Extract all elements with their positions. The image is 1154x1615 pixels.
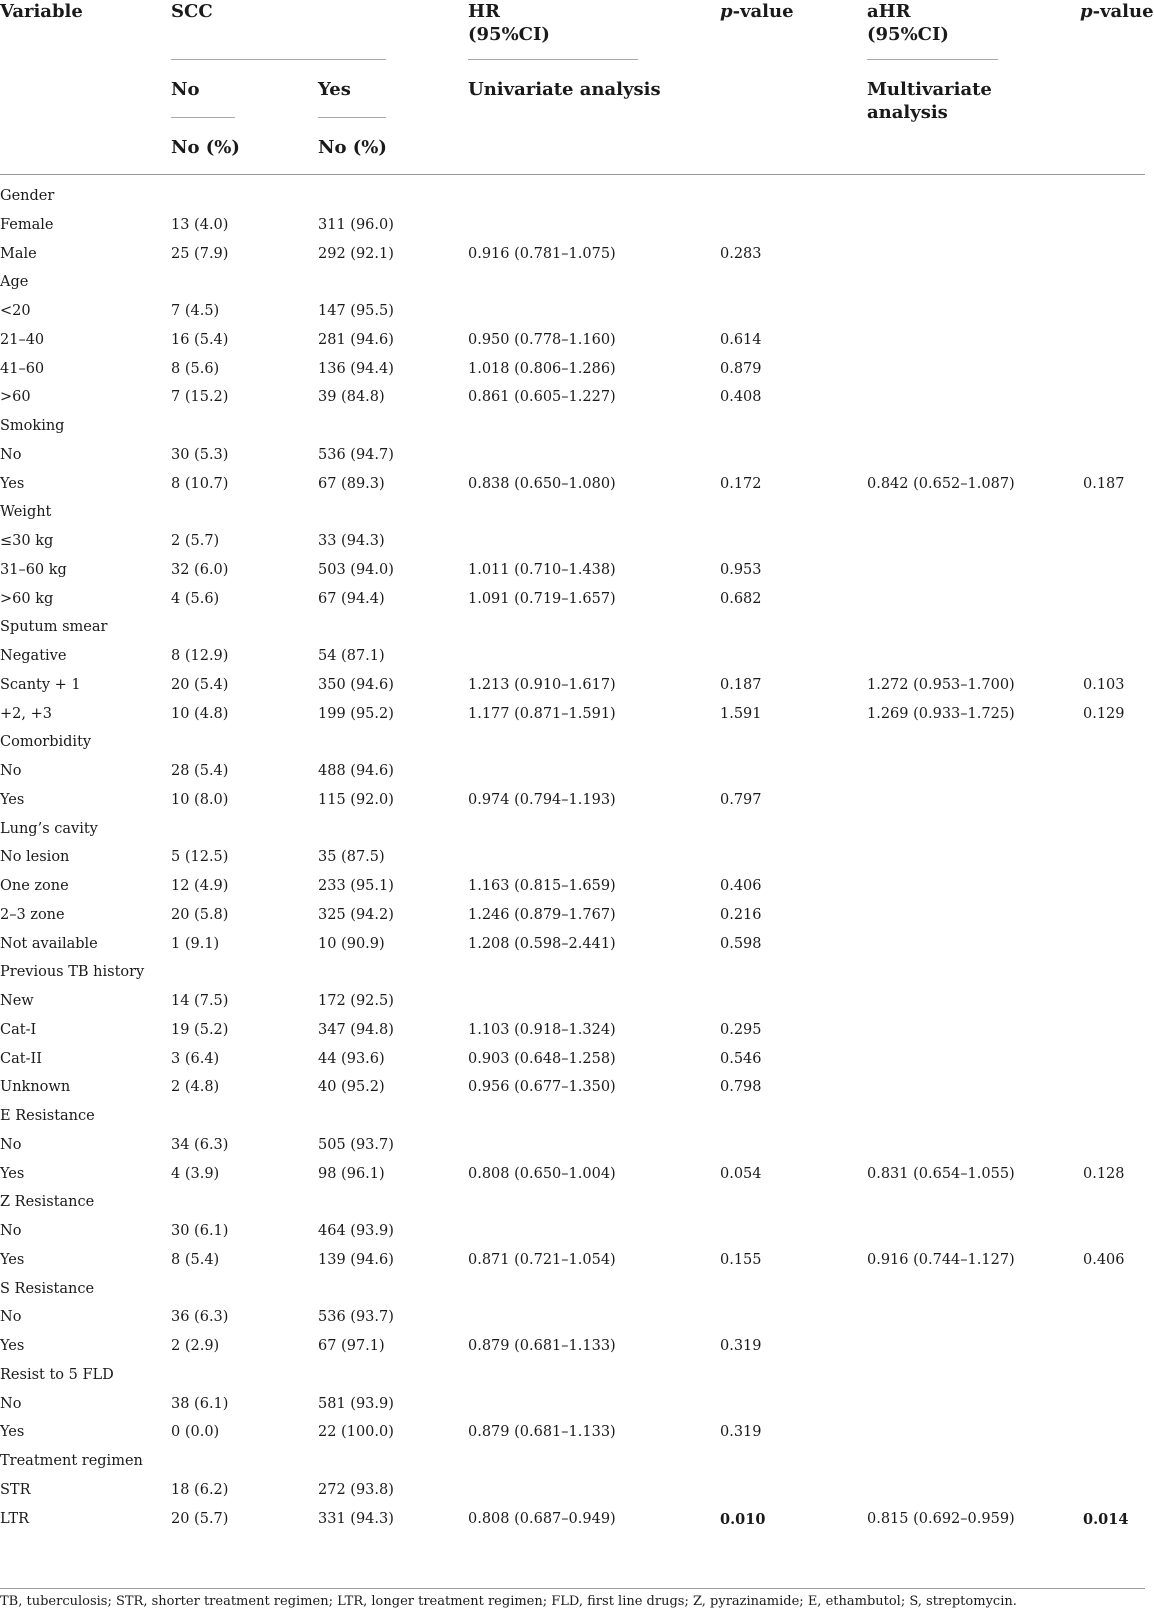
cell-p-value-2: 0.187 (1083, 475, 1125, 492)
header-no-pct-1: No (%) (171, 137, 240, 158)
cell-hr: 0.808 (0.687–0.949) (468, 1510, 616, 1527)
table-group-row (0, 183, 1145, 212)
cell-scc-yes: 136 (94.4) (318, 360, 394, 377)
cell-scc-no: 3 (6.4) (171, 1050, 220, 1067)
table-group-row (0, 413, 1145, 442)
cell-ahr: 1.272 (0.953–1.700) (867, 676, 1015, 693)
cell-variable: +2, +3 (0, 705, 52, 722)
cell-scc-yes: 281 (94.6) (318, 331, 394, 348)
cell-scc-yes: 67 (94.4) (318, 590, 385, 607)
cell-p-value: 0.010 (720, 1510, 766, 1528)
cell-scc-no: 13 (4.0) (171, 216, 229, 233)
cell-scc-no: 2 (4.8) (171, 1079, 220, 1096)
cell-ahr: 0.831 (0.654–1.055) (867, 1165, 1015, 1182)
cell-ahr: 0.842 (0.652–1.087) (867, 475, 1015, 492)
cell-ahr: 0.916 (0.744–1.127) (867, 1251, 1015, 1268)
cell-scc-yes: 311 (96.0) (318, 216, 394, 233)
table-row (0, 1419, 1145, 1448)
cell-scc-no: 10 (8.0) (171, 791, 229, 808)
footnote: TB, tuberculosis; STR, shorter treatment regimen; LTR, longer treatment regimen; FLD, first line drugs; Z, pyrazinamide; E, ethambutol; S, streptomycin. (0, 1594, 1017, 1609)
header-p2-suffix: -value (1092, 1, 1154, 22)
cell-variable: E Resistance (0, 1108, 95, 1124)
cell-variable: No (0, 446, 22, 463)
cell-p-value-2: 0.014 (1083, 1510, 1129, 1528)
cell-hr: 0.956 (0.677–1.350) (468, 1079, 616, 1096)
cell-variable: LTR (0, 1510, 30, 1527)
cell-scc-no: 7 (4.5) (171, 303, 220, 319)
table-bottom-rule (0, 1588, 1145, 1589)
cell-hr: 0.950 (0.778–1.160) (468, 331, 616, 348)
table-row (0, 1506, 1145, 1535)
cell-scc-no: 20 (5.8) (171, 906, 229, 923)
cell-p-value: 0.546 (720, 1050, 762, 1067)
cell-scc-no: 36 (6.3) (171, 1309, 229, 1326)
cell-variable: Scanty + 1 (0, 676, 81, 693)
header-ahr-line2: (95%CI) (867, 24, 949, 45)
cell-variable: No (0, 1223, 22, 1239)
cell-variable: New (0, 993, 34, 1009)
table-row (0, 701, 1145, 730)
cell-variable: Yes (0, 1251, 25, 1268)
table-row (0, 1218, 1145, 1247)
table-group-row (0, 959, 1145, 988)
table-row (0, 1161, 1145, 1190)
cell-hr: 0.808 (0.650–1.004) (468, 1165, 616, 1182)
cell-p-value: 0.319 (720, 1424, 762, 1441)
cell-scc-yes: 581 (93.9) (318, 1395, 394, 1412)
cell-variable: Weight (0, 504, 52, 521)
cell-variable: >60 (0, 389, 31, 406)
table-group-row (0, 729, 1145, 758)
cell-scc-no: 1 (9.1) (171, 935, 220, 952)
cell-hr: 0.903 (0.648–1.258) (468, 1050, 616, 1067)
cell-scc-yes: 233 (95.1) (318, 878, 394, 894)
table-row (0, 442, 1145, 471)
cell-scc-no: 34 (6.3) (171, 1136, 229, 1153)
cell-variable: 21–40 (0, 331, 45, 348)
cell-variable: Resist to 5 FLD (0, 1366, 114, 1383)
table-row (0, 672, 1145, 701)
cell-p-value: 0.614 (720, 331, 762, 348)
cell-p-value: 0.295 (720, 1021, 762, 1038)
header-hr (468, 0, 550, 46)
cell-scc-yes: 10 (90.9) (318, 935, 385, 952)
table-row (0, 528, 1145, 557)
header-no: No (171, 79, 200, 100)
cell-variable: <20 (0, 303, 31, 319)
cell-hr: 1.177 (0.871–1.591) (468, 705, 616, 722)
cell-variable: One zone (0, 878, 69, 894)
table-row (0, 1477, 1145, 1506)
cell-variable: Female (0, 216, 54, 233)
header-p-italic: p (720, 1, 733, 22)
cell-scc-yes: 292 (92.1) (318, 245, 394, 262)
cell-p-value: 0.172 (720, 475, 762, 492)
table-group-row (0, 614, 1145, 643)
table-group-row (0, 269, 1145, 298)
table-row (0, 931, 1145, 960)
cell-p-value: 0.406 (720, 878, 762, 894)
cell-hr: 1.018 (0.806–1.286) (468, 360, 616, 377)
table-body (0, 183, 1145, 1534)
cell-scc-no: 8 (5.6) (171, 360, 220, 377)
table-row (0, 241, 1145, 270)
table-row (0, 844, 1145, 873)
cell-scc-yes: 44 (93.6) (318, 1050, 385, 1067)
cell-variable: Yes (0, 791, 25, 808)
cell-hr: 0.974 (0.794–1.193) (468, 791, 616, 808)
table-group-row (0, 816, 1145, 845)
cell-scc-no: 30 (5.3) (171, 446, 229, 463)
cell-variable: Smoking (0, 418, 65, 434)
cell-p-value: 0.798 (720, 1079, 762, 1096)
header-univariate: Univariate analysis (468, 79, 661, 100)
cell-variable: Unknown (0, 1079, 71, 1096)
cell-variable: STR (0, 1481, 31, 1498)
cell-scc-no: 8 (12.9) (171, 648, 229, 664)
cell-variable: Age (0, 274, 29, 291)
header-hr-line2: (95%CI) (468, 24, 550, 45)
cell-scc-yes: 139 (94.6) (318, 1251, 394, 1268)
table-row (0, 902, 1145, 931)
table-group-row (0, 1189, 1145, 1218)
cell-scc-no: 28 (5.4) (171, 763, 229, 779)
header-p2-italic: p (1080, 1, 1093, 22)
cell-scc-no: 7 (15.2) (171, 389, 229, 406)
header-ahr (867, 0, 949, 46)
cell-scc-yes: 22 (100.0) (318, 1424, 394, 1441)
table-row (0, 873, 1145, 902)
cell-scc-no: 14 (7.5) (171, 993, 229, 1009)
table-group-row (0, 1276, 1145, 1305)
table-row (0, 356, 1145, 385)
cell-variable: No (0, 1136, 22, 1153)
table-row (0, 212, 1145, 241)
cell-p-value-2: 0.128 (1083, 1165, 1125, 1182)
cell-hr: 1.163 (0.815–1.659) (468, 878, 616, 894)
cell-scc-yes: 536 (93.7) (318, 1309, 394, 1326)
cell-scc-yes: 272 (93.8) (318, 1481, 394, 1498)
cell-variable: S Resistance (0, 1280, 95, 1297)
cell-scc-yes: 35 (87.5) (318, 849, 385, 866)
cell-p-value: 0.598 (720, 935, 762, 952)
table-row (0, 384, 1145, 413)
cell-p-value: 0.408 (720, 389, 762, 406)
no-rule (171, 117, 235, 118)
cell-variable: Cat-II (0, 1050, 42, 1067)
cell-variable: Treatment regimen (0, 1453, 143, 1469)
header-variable: Variable (0, 1, 83, 22)
table-group-row (0, 1362, 1145, 1391)
cell-p-value: 0.953 (720, 561, 762, 578)
cell-hr: 1.103 (0.918–1.324) (468, 1021, 616, 1038)
table-row (0, 1074, 1145, 1103)
cell-variable: Negative (0, 648, 67, 664)
cell-scc-no: 12 (4.9) (171, 878, 229, 894)
table-group-row (0, 1103, 1145, 1132)
header-p-suffix: -value (732, 1, 794, 22)
cell-variable: No (0, 1309, 22, 1326)
cell-variable: 2–3 zone (0, 906, 65, 923)
table-row (0, 787, 1145, 816)
cell-variable: Gender (0, 188, 55, 204)
cell-variable: No lesion (0, 849, 70, 866)
cell-variable: No (0, 1395, 22, 1412)
cell-variable: Male (0, 245, 37, 262)
cell-p-value: 0.187 (720, 676, 762, 693)
header-scc: SCC (171, 1, 213, 22)
table-row (0, 988, 1145, 1017)
header-p-value (720, 0, 794, 23)
cell-variable: Yes (0, 1338, 25, 1354)
header-bottom-rule (0, 174, 1145, 175)
cell-hr: 0.838 (0.650–1.080) (468, 475, 616, 492)
header-yes: Yes (318, 79, 351, 100)
cell-hr: 1.213 (0.910–1.617) (468, 676, 616, 693)
cell-scc-no: 38 (6.1) (171, 1395, 229, 1412)
cell-p-value: 0.879 (720, 360, 762, 377)
cell-variable: Yes (0, 1165, 25, 1182)
cell-p-value-2: 0.103 (1083, 676, 1125, 693)
cell-p-value-2: 0.129 (1083, 705, 1125, 722)
cell-scc-yes: 54 (87.1) (318, 648, 385, 664)
table-row (0, 1046, 1145, 1075)
cell-variable: 31–60 kg (0, 561, 67, 578)
cell-scc-yes: 347 (94.8) (318, 1021, 394, 1038)
cell-scc-yes: 350 (94.6) (318, 676, 394, 693)
table-row (0, 1132, 1145, 1161)
cell-p-value: 0.682 (720, 590, 762, 607)
table-row (0, 1247, 1145, 1276)
cell-variable: Yes (0, 1424, 25, 1441)
cell-variable: Comorbidity (0, 734, 92, 751)
cell-p-value: 0.054 (720, 1165, 762, 1182)
cell-hr: 1.011 (0.710–1.438) (468, 561, 616, 578)
cell-hr: 0.879 (0.681–1.133) (468, 1338, 616, 1354)
header-no-pct-2: No (%) (318, 137, 387, 158)
cell-scc-no: 10 (4.8) (171, 705, 229, 722)
cell-scc-no: 4 (5.6) (171, 590, 220, 607)
cell-variable: Previous TB history (0, 964, 145, 981)
cell-scc-no: 2 (5.7) (171, 533, 220, 549)
cell-scc-yes: 331 (94.3) (318, 1510, 394, 1527)
cell-scc-yes: 536 (94.7) (318, 446, 394, 463)
cell-hr: 0.916 (0.781–1.075) (468, 245, 616, 262)
table-row (0, 1304, 1145, 1333)
cell-scc-yes: 40 (95.2) (318, 1079, 385, 1096)
cell-scc-no: 25 (7.9) (171, 245, 229, 262)
header-ahr-line1: aHR (867, 1, 911, 22)
cell-hr: 0.879 (0.681–1.133) (468, 1424, 616, 1441)
cell-variable: No (0, 763, 22, 779)
cell-scc-yes: 115 (92.0) (318, 791, 394, 808)
cell-scc-yes: 147 (95.5) (318, 303, 394, 319)
cell-scc-no: 4 (3.9) (171, 1165, 220, 1182)
header-p-value-2 (1080, 0, 1154, 23)
cell-variable: Lung’s cavity (0, 820, 98, 837)
hr-rule (468, 59, 638, 60)
table-row (0, 1391, 1145, 1420)
table-row (0, 327, 1145, 356)
cell-scc-no: 0 (0.0) (171, 1424, 220, 1441)
table-row (0, 557, 1145, 586)
ahr-rule (867, 59, 998, 60)
table-row (0, 1333, 1145, 1362)
cell-scc-no: 8 (5.4) (171, 1251, 220, 1268)
cell-scc-no: 19 (5.2) (171, 1021, 229, 1038)
cell-variable: ≤30 kg (0, 533, 54, 549)
cell-scc-yes: 39 (84.8) (318, 389, 385, 406)
cell-scc-yes: 505 (93.7) (318, 1136, 394, 1153)
cell-hr: 0.861 (0.605–1.227) (468, 389, 616, 406)
cell-scc-no: 30 (6.1) (171, 1223, 229, 1239)
cell-scc-yes: 98 (96.1) (318, 1165, 385, 1182)
cell-scc-yes: 33 (94.3) (318, 533, 385, 549)
cell-scc-yes: 464 (93.9) (318, 1223, 394, 1239)
cell-scc-no: 20 (5.7) (171, 1510, 229, 1527)
cell-scc-yes: 67 (97.1) (318, 1338, 385, 1354)
cell-scc-no: 5 (12.5) (171, 849, 229, 866)
cell-ahr: 1.269 (0.933–1.725) (867, 705, 1015, 722)
cell-scc-yes: 503 (94.0) (318, 561, 394, 578)
cell-ahr: 0.815 (0.692–0.959) (867, 1510, 1015, 1527)
cell-scc-yes: 67 (89.3) (318, 475, 385, 492)
cell-hr: 1.091 (0.719–1.657) (468, 590, 616, 607)
cell-scc-no: 8 (10.7) (171, 475, 229, 492)
cell-p-value: 1.591 (720, 705, 762, 722)
cell-hr: 1.208 (0.598–2.441) (468, 935, 616, 952)
cell-scc-no: 20 (5.4) (171, 676, 229, 693)
cell-p-value: 0.283 (720, 245, 762, 262)
table-row (0, 471, 1145, 500)
cell-scc-yes: 172 (92.5) (318, 993, 394, 1009)
yes-rule (318, 117, 386, 118)
cell-hr: 1.246 (0.879–1.767) (468, 906, 616, 923)
cell-p-value: 0.216 (720, 906, 762, 923)
cell-scc-yes: 488 (94.6) (318, 763, 394, 779)
cell-scc-no: 18 (6.2) (171, 1481, 229, 1498)
cell-p-value: 0.797 (720, 791, 762, 808)
header-multivariate-line1: Multivariate (867, 79, 992, 100)
cell-hr: 0.871 (0.721–1.054) (468, 1251, 616, 1268)
table-row (0, 586, 1145, 615)
table-group-row (0, 1448, 1145, 1477)
table-row (0, 298, 1145, 327)
cell-scc-yes: 325 (94.2) (318, 906, 394, 923)
cell-variable: Cat-I (0, 1021, 37, 1038)
header-multivariate-line2: analysis (867, 102, 948, 123)
cell-variable: >60 kg (0, 590, 54, 607)
scc-rule (171, 59, 386, 60)
header-hr-line1: HR (468, 1, 500, 22)
cell-p-value: 0.155 (720, 1251, 762, 1268)
cell-scc-no: 16 (5.4) (171, 331, 229, 348)
table-row (0, 643, 1145, 672)
cell-variable: Sputum smear (0, 619, 108, 636)
cell-scc-no: 32 (6.0) (171, 561, 229, 578)
table-row (0, 758, 1145, 787)
table-row (0, 1017, 1145, 1046)
cell-variable: Yes (0, 475, 25, 492)
cell-variable: Not available (0, 935, 98, 952)
cell-scc-no: 2 (2.9) (171, 1338, 220, 1354)
table-group-row (0, 499, 1145, 528)
cell-scc-yes: 199 (95.2) (318, 705, 394, 722)
cell-variable: Z Resistance (0, 1194, 95, 1211)
cell-p-value-2: 0.406 (1083, 1251, 1125, 1268)
cell-p-value: 0.319 (720, 1338, 762, 1354)
header-multivariate (867, 78, 992, 124)
cell-variable: 41–60 (0, 360, 45, 377)
